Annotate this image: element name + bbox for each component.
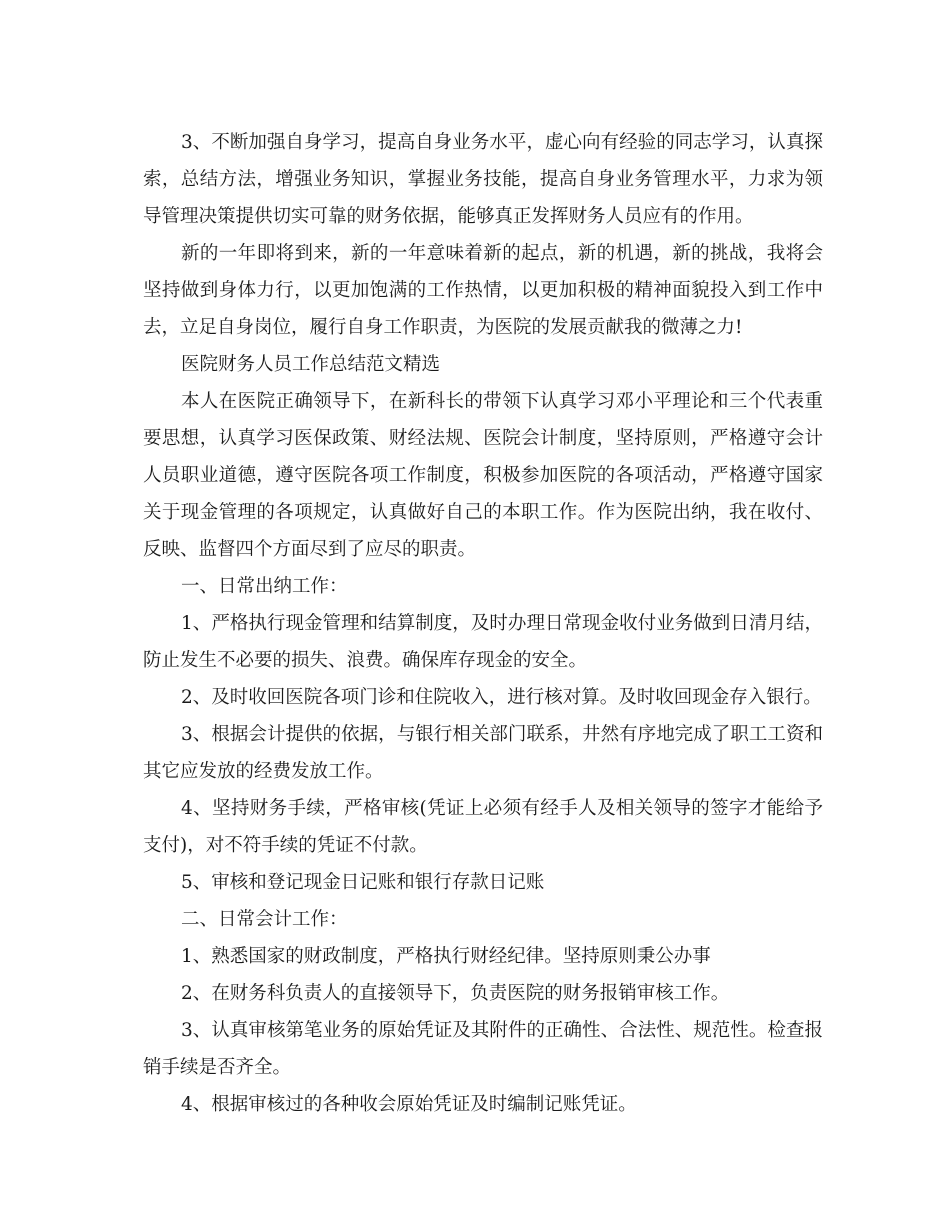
paragraph-intro: 本人在医院正确领导下，在新科长的带领下认真学习邓小平理论和三个代表重要思想，认真学习医保政策、财经法规、医院会计制度，坚持原则，严格遵守会计人员职业道德，遵守医院各项工作制度，积极参加医院的各项活动，严格遵守国家关于现金管理的各项规定，认真做好自己的本职工作。作为医院出纳，我在收付、反映、监督四个方面尽到了应尽的职责。	[143, 391, 823, 560]
list-item-accounting-2: 2、在财务科负责人的直接领导下，负责医院的财务报销审核工作。	[181, 983, 730, 1004]
list-item-cashier-2: 2、及时收回医院各项门诊和住院收入，进行核对算。及时收回现金存入银行。	[181, 687, 822, 708]
document-body	[143, 124, 823, 1123]
paragraph-learning: 3、不断加强自身学习，提高自身业务水平，虚心向有经验的同志学习，认真探索，总结方法，增强业务知识，掌握业务技能，提高自身业务管理水平，力求为领导管理决策提供切实可靠的财务依据，能够真正发挥财务人员应有的作用。	[143, 132, 823, 227]
list-item-cashier-4: 4、坚持财务手续，严格审核(凭证上必须有经手人及相关领导的签字才能给予支付)，对不符手续的凭证不付款。	[143, 798, 823, 856]
section-title: 医院财务人员工作总结范文精选	[181, 354, 441, 375]
heading-accounting-work: 二、日常会计工作：	[181, 909, 348, 930]
list-item-cashier-1: 1、严格执行现金管理和结算制度，及时办理日常现金收付业务做到日清月结，防止发生不必要的损失、浪费。确保库存现金的安全。	[143, 613, 823, 671]
list-item-accounting-1: 1、熟悉国家的财政制度，严格执行财经纪律。坚持原则秉公办事	[181, 946, 711, 967]
paragraph-new-year: 新的一年即将到来，新的一年意味着新的起点，新的机遇，新的挑战，我将会坚持做到身体力行，以更加饱满的工作热情，以更加积极的精神面貌投入到工作中去，立足自身岗位，履行自身工作职责，为医院的发展贡献我的微薄之力!	[143, 243, 823, 338]
list-item-cashier-5: 5、审核和登记现金日记账和银行存款日记账	[181, 872, 545, 893]
list-item-accounting-4: 4、根据审核过的各种收会原始凭证及时编制记账凭证。	[181, 1094, 637, 1115]
list-item-accounting-3: 3、认真审核第笔业务的原始凭证及其附件的正确性、合法性、规范性。检查报销手续是否齐全。	[143, 1020, 823, 1078]
heading-cashier-work: 一、日常出纳工作：	[181, 576, 348, 597]
list-item-cashier-3: 3、根据会计提供的依据，与银行相关部门联系，井然有序地完成了职工工资和其它应发放的经费发放工作。	[143, 724, 823, 782]
